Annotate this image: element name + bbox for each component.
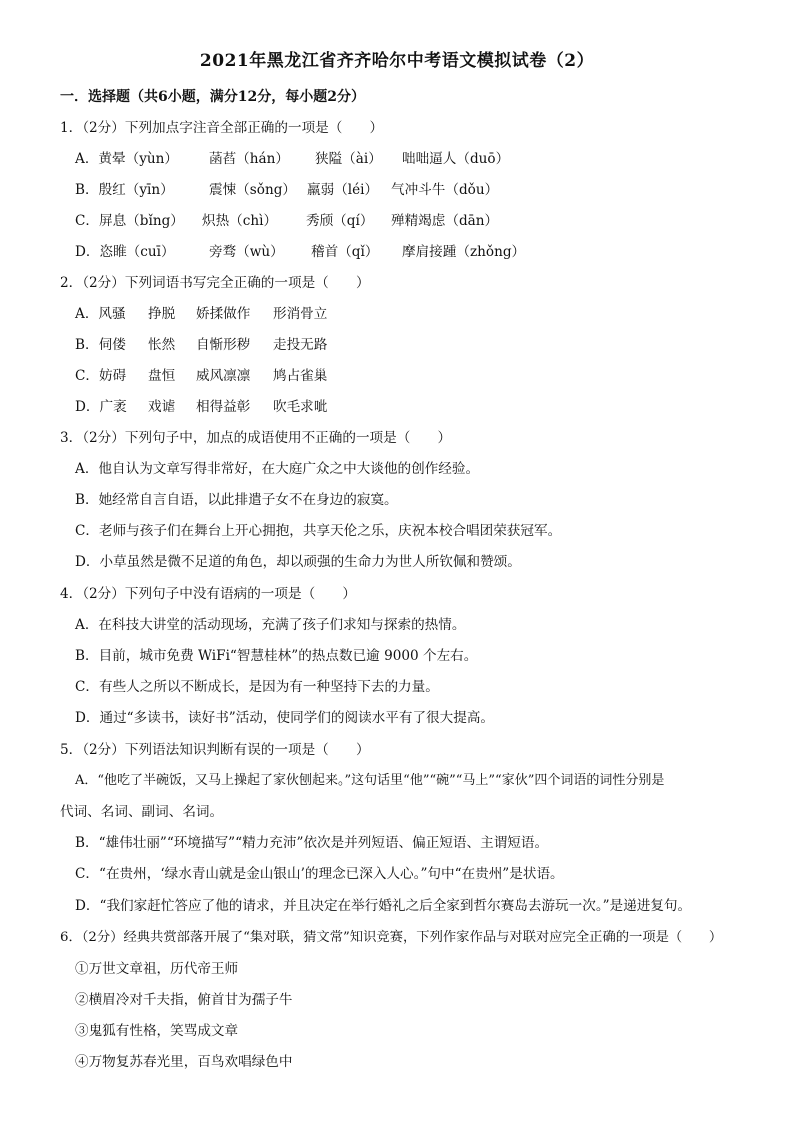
- option-cell: 气冲斗牛（dǒu）: [391, 182, 499, 198]
- option-cell: 羸弱（léi）: [307, 182, 379, 198]
- question-1-option-d[interactable]: [75, 242, 775, 262]
- option-cell: D．恣睢（cuī）: [75, 244, 175, 260]
- question-4-option-c[interactable]: C．有些人之所以不断成长，是因为有一种坚持下去的力量。: [75, 679, 439, 695]
- question-6-item-1: ①万世文章祖，历代帝王师: [75, 961, 239, 977]
- option-cell: 咄咄逼人（duō）: [402, 151, 510, 167]
- question-6-item-3: ③鬼狐有性格，笑骂成文章: [75, 1023, 239, 1039]
- question-6-item-2: ②横眉冷对千夫指，俯首甘为孺子牛: [75, 992, 293, 1008]
- question-6-stem: 6．（2分）经典共赏部落开展了“集对联，猜文常”知识竞赛，下列作家作品与对联对应完全正确的一项是（ ）: [60, 930, 723, 945]
- question-3-option-c[interactable]: C．老师与孩子们在舞台上开心拥抱，共享天伦之乐，庆祝本校合唱团荣获冠军。: [75, 523, 562, 539]
- option-cell: C．妨碍: [75, 368, 127, 384]
- question-2-option-c[interactable]: [75, 366, 475, 386]
- question-4-option-a[interactable]: A．在科技大讲堂的活动现场，充满了孩子们求知与探索的热情。: [75, 617, 466, 633]
- question-2-option-d[interactable]: [75, 397, 475, 417]
- option-cell: C．屏息（bǐng）: [75, 213, 184, 229]
- option-cell: B．伺偻: [75, 337, 126, 353]
- option-cell: 威风凛凛: [196, 368, 251, 384]
- question-4-option-d[interactable]: D．通过“多读书，读好书”活动，使同学们的阅读水平有了很大提高。: [75, 710, 495, 726]
- option-cell: 稽首（qǐ）: [311, 244, 379, 260]
- option-cell: 狭隘（ài）: [315, 151, 382, 167]
- option-cell: 自惭形秽: [196, 337, 251, 353]
- option-cell: 相得益彰: [196, 399, 251, 415]
- section-heading: 一．选择题（共6小题，满分12分，每小题2分）: [60, 89, 365, 105]
- option-cell: 娇揉做作: [196, 306, 251, 322]
- option-cell: 震悚（sǒng）: [209, 182, 296, 198]
- option-cell: 走投无路: [273, 337, 328, 353]
- option-cell: 怅然: [148, 337, 176, 353]
- question-1-option-b[interactable]: [75, 180, 775, 200]
- option-cell: 戏谑: [148, 399, 176, 415]
- option-cell: 盘恒: [148, 368, 176, 384]
- option-cell: 旁骛（wù）: [209, 244, 284, 260]
- question-6-item-4: ④万物复苏春光里，百鸟欢唱绿色中: [75, 1054, 293, 1070]
- question-1-option-c[interactable]: [75, 211, 775, 231]
- option-cell: 鸠占雀巢: [273, 368, 328, 384]
- question-1-stem: 1．（2分）下列加点字注音全部正确的一项是（ ）: [60, 120, 384, 136]
- question-5-option-a[interactable]: A．“他吃了半碗饭，又马上操起了家伙刨起来。”这句话里“他”“碗”“马上”“家伙”四个词语的词性分别是: [75, 773, 665, 788]
- option-cell: 形消骨立: [273, 306, 328, 322]
- question-5-option-a-continued: 代词、名词、副词、名词。: [60, 804, 224, 820]
- question-2-stem: 2．（2分）下列词语书写完全正确的一项是（ ）: [60, 275, 370, 291]
- question-3-option-b[interactable]: B．她经常自言自语，以此排遣子女不在身边的寂寞。: [75, 492, 398, 508]
- question-3-option-d[interactable]: D．小草虽然是微不足道的角色，却以顽强的生命力为世人所钦佩和赞颂。: [75, 554, 521, 570]
- question-1-option-a[interactable]: [75, 149, 775, 169]
- option-cell: 摩肩接踵（zhǒng）: [402, 244, 526, 260]
- question-4-option-b[interactable]: B．目前，城市免费 WiFi“智慧桂林”的热点数已逾 9000 个左右。: [75, 648, 478, 664]
- option-cell: A．风骚: [75, 306, 126, 322]
- option-cell: B．殷红（yīn）: [75, 182, 174, 198]
- question-3-stem: 3．（2分）下列句子中，加点的成语使用不正确的一项是（ ）: [60, 430, 452, 446]
- question-5-option-c[interactable]: C．“在贵州，‘绿水青山就是金山银山’的理念已深入人心。”句中“在贵州”是状语。: [75, 866, 564, 882]
- question-2-option-a[interactable]: [75, 304, 475, 324]
- question-5-option-b[interactable]: B．“雄伟壮丽”“环境描写”“精力充沛”依次是并列短语、偏正短语、主谓短语。: [75, 835, 549, 851]
- option-cell: A．黄晕（yùn）: [75, 151, 178, 167]
- question-4-stem: 4．（2分）下列句子中没有语病的一项是（ ）: [60, 586, 356, 602]
- exam-title: 2021年黑龙江省齐齐哈尔中考语文模拟试卷（2）: [199, 51, 595, 71]
- option-cell: 吹毛求呲: [273, 399, 328, 415]
- question-5-stem: 5．（2分）下列语法知识判断有误的一项是（ ）: [60, 742, 370, 758]
- option-cell: 菡萏（hán）: [209, 151, 289, 167]
- question-3-option-a[interactable]: A．他自认为文章写得非常好，在大庭广众之中大谈他的创作经验。: [75, 461, 480, 477]
- question-5-option-d[interactable]: D．“我们家赶忙答应了他的请求，并且决定在举行婚礼之后全家到哲尔赛岛去游玩一次。”是递进复句。: [75, 898, 692, 914]
- question-2-option-b[interactable]: [75, 335, 475, 355]
- option-cell: 挣脱: [148, 306, 176, 322]
- option-cell: 炽热（chì）: [202, 213, 278, 229]
- option-cell: 秀颀（qí）: [306, 213, 374, 229]
- option-cell: D．广袤: [75, 399, 127, 415]
- option-cell: 殚精竭虑（dān）: [391, 213, 499, 229]
